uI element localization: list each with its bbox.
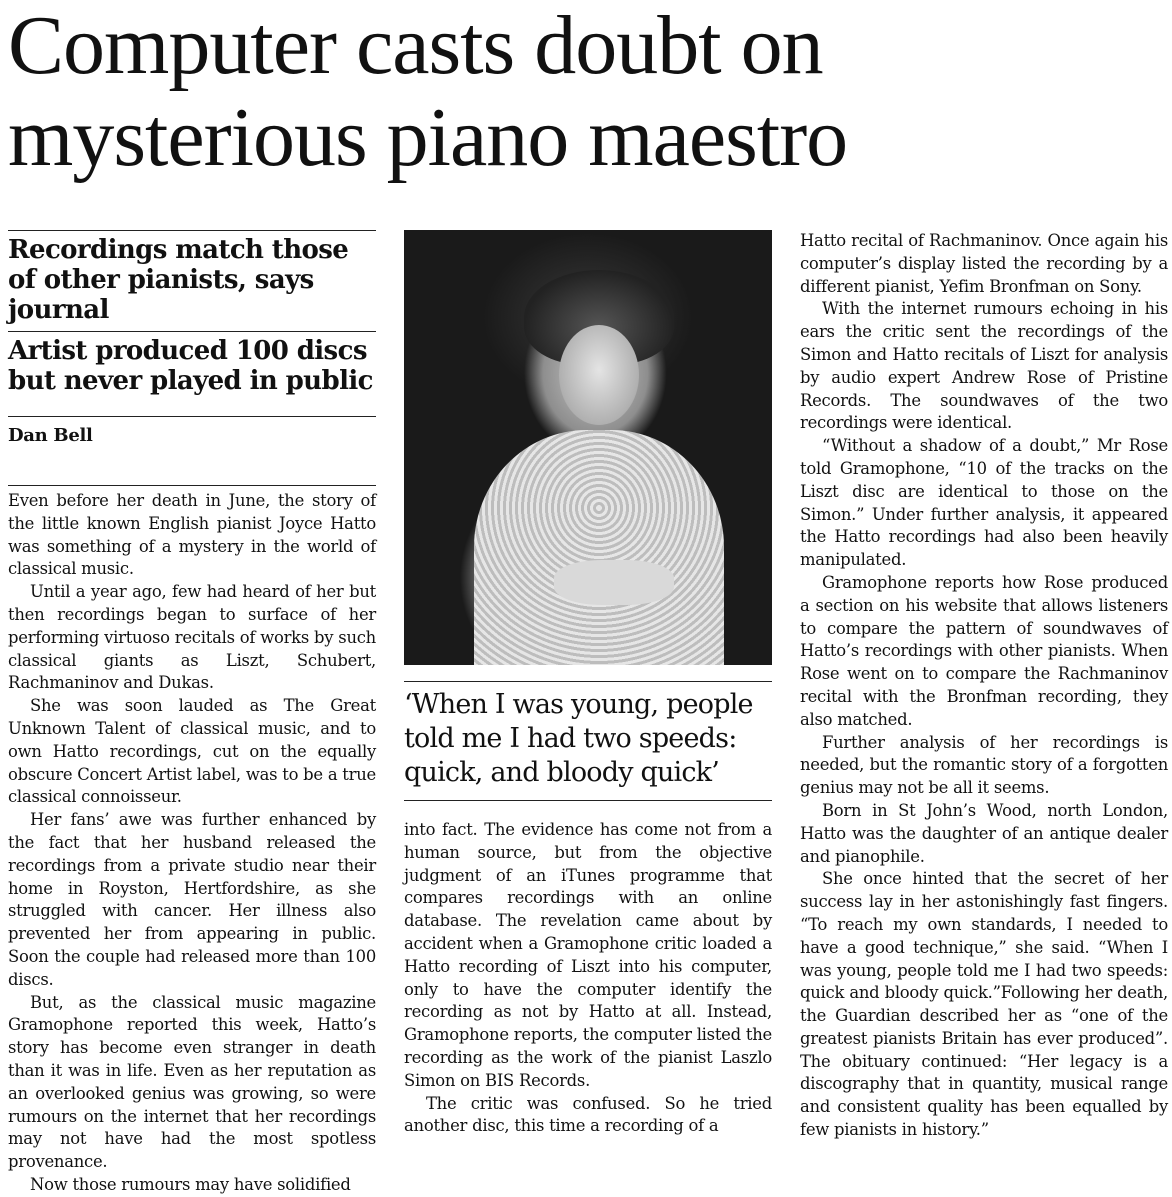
middle-column xyxy=(404,230,772,1138)
paragraph: Born in St John’s Wood, north London, Hatto was the daughter of an antique dealer and pianophile. xyxy=(800,800,1168,866)
column-3-body xyxy=(800,230,1168,1142)
headline: Computer casts doubt on mysterious piano maestro xyxy=(8,0,848,184)
paragraph: With the internet rumours echoing in his ears the critic sent the recordings of the Simon and Hatto recitals of Liszt for analysis by audio expert Andrew Rose of Pristine Records. The soundwaves of the two recordings were identical. xyxy=(800,299,1168,433)
paragraph: Hatto recital of Rachmaninov. Once again his computer’s display listed the recording by a different pianist, Yefim Bronfman on Sony. xyxy=(800,231,1168,296)
portrait-photo xyxy=(404,230,772,665)
paragraph: But, as the classical music magazine Gramophone reported this week, Hatto’s story has become even stranger in death than it was in life. Even as her reputation as an overlooked genius was growing, so were rumours on the internet that her recordings may not have had the most spotless provenance. xyxy=(8,992,376,1172)
standfirst-2: Artist produced 100 discs but never played in public xyxy=(8,336,373,396)
left-column xyxy=(8,230,376,1197)
photo-hands xyxy=(554,560,674,605)
paragraph: The critic was confused. So he tried another disc, this time a recording of a xyxy=(404,1093,772,1136)
byline: Dan Bell xyxy=(8,425,93,446)
column-2-body xyxy=(404,819,772,1138)
body-rule xyxy=(8,485,376,486)
byline-rule xyxy=(8,416,376,417)
pullquote-rule-bottom xyxy=(404,800,772,801)
paragraph: Her fans’ awe was further enhanced by the fact that her husband released the recordings from a private studio near their home in Royston, Hertfordshire, as she struggled with cancer. Her illness also prevented her from appearing in public. Soon the couple had released more than 100 discs. xyxy=(8,810,376,989)
paragraph: Even before her death in June, the story of the little known English pianist Joyce Hatto was something of a mystery in the world of classical music. xyxy=(8,491,376,579)
pullquote: ‘When I was young, people told me I had two speeds: quick, and bloody quick’ xyxy=(404,689,753,788)
paragraph: Further analysis of her recordings is needed, but the romantic story of a forgotten genius may not be all it seems. xyxy=(800,732,1168,798)
photo-face xyxy=(559,325,639,425)
standfirst-1: Recordings match those of other pianists, says journal xyxy=(8,235,349,325)
paragraph: She once hinted that the secret of her success lay in her astonishingly fast fingers. “To reach my own standards, I needed to have a good technique,” she said. “When I was young, people told me I had two speeds: quick and bloody quick.”Following her death, the Guardian described her as “one of the greatest pianists Britain has ever produced”. The obituary continued: “Her legacy is a discography that in quantity, musical range and consistent quality has been equalled by few pianists in history.” xyxy=(800,869,1168,1140)
paragraph: Now those rumours may have solidified xyxy=(30,1174,351,1194)
paragraph: Until a year ago, few had heard of her but then recordings began to surface of her performing virtuoso recitals of works by such classical giants as Liszt, Schubert, Rachmaninov and Dukas. xyxy=(8,582,376,693)
column-1-body xyxy=(8,490,376,1197)
paragraph: into fact. The evidence has come not from a human source, but from the objective judgment of an iTunes programme that compares recordings with an online database. The revelation came about by accident when a Gramophone critic loaded a Hatto recording of Liszt into his computer, only to have the computer identify the recording as not by Hatto at all. Instead, Gramophone reports, the computer listed the recording as the work of the pianist Laszlo Simon on BIS Records. xyxy=(404,820,772,1090)
photo-dress xyxy=(474,430,724,665)
paragraph: “Without a shadow of a doubt,” Mr Rose told Gramophone, “10 of the tracks on the Liszt disc are identical to those on the Simon.” Under further analysis, it appeared the Hatto recordings had also been heavily manipulated. xyxy=(800,436,1168,570)
paragraph: Gramophone reports how Rose produced a section on his website that allows listeners to compare the pattern of soundwaves of Hatto’s recordings with other pianists. When Rose went on to compare the Rachmaninov recital with the Bronfman recording, they also matched. xyxy=(800,572,1168,729)
paragraph: She was soon lauded as The Great Unknown Talent of classical music, and to own Hatto recordings, cut on the equally obscure Concert Artist label, was to be a true classical connoisseur. xyxy=(8,696,376,807)
right-column xyxy=(800,230,1168,1142)
